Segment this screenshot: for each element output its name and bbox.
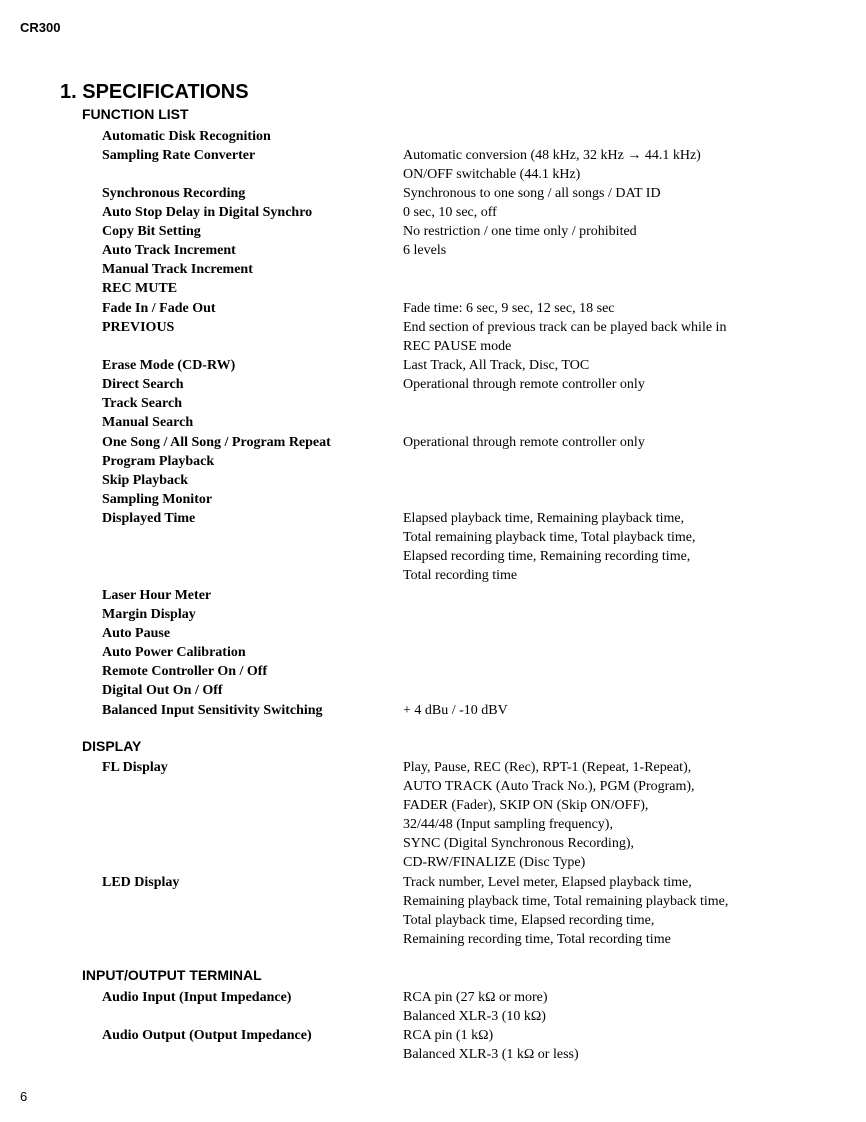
model-name: CR300 xyxy=(20,20,61,35)
spec-label: Displayed Time xyxy=(102,511,196,526)
spec-value-line: 6 levels xyxy=(403,243,447,258)
spec-value-line: Track number, Level meter, Elapsed playback time, xyxy=(403,875,692,890)
spec-label: Audio Input (Input Impedance) xyxy=(102,990,292,1005)
spec-value-line: Balanced XLR-3 (10 kΩ) xyxy=(403,1009,546,1024)
spec-label: Copy Bit Setting xyxy=(102,224,201,239)
page-number: 6 xyxy=(20,1089,28,1104)
spec-value-line: 32/44/48 (Input sampling frequency), xyxy=(403,817,613,832)
spec-value-line: Elapsed playback time, Remaining playback time, xyxy=(403,511,685,526)
spec-label: Remote Controller On / Off xyxy=(102,664,268,679)
section-heading: FUNCTION LIST xyxy=(82,106,189,122)
spec-label: Digital Out On / Off xyxy=(102,683,223,698)
spec-value-line: End section of previous track can be played back while in xyxy=(403,320,727,335)
spec-value-line: Remaining playback time, Total remaining playback time, xyxy=(403,894,729,909)
spec-value-line: Synchronous to one song / all songs / DAT ID xyxy=(403,186,661,201)
spec-value-line: AUTO TRACK (Auto Track No.), PGM (Program), xyxy=(403,779,695,794)
spec-value-line: + 4 dBu / -10 dBV xyxy=(403,703,508,718)
spec-value-line: Operational through remote controller only xyxy=(403,377,645,392)
spec-value-line: REC PAUSE mode xyxy=(403,339,512,354)
spec-value-line: Total playback time, Elapsed recording time, xyxy=(403,913,655,928)
spec-value-line: RCA pin (27 kΩ or more) xyxy=(403,990,548,1005)
spec-value-line: Last Track, All Track, Disc, TOC xyxy=(403,358,590,373)
spec-label: Auto Track Increment xyxy=(102,243,236,258)
spec-value-line: No restriction / one time only / prohibited xyxy=(403,224,637,239)
spec-value-line: CD-RW/FINALIZE (Disc Type) xyxy=(403,855,586,870)
spec-value xyxy=(403,146,823,184)
spec-label: Sampling Monitor xyxy=(102,492,213,507)
spec-value xyxy=(403,433,823,452)
spec-label: Skip Playback xyxy=(102,473,188,488)
spec-value xyxy=(403,184,823,203)
spec-label: LED Display xyxy=(102,875,180,890)
spec-label: Manual Track Increment xyxy=(102,262,253,277)
spec-value-line: SYNC (Digital Synchronous Recording), xyxy=(403,836,634,851)
spec-value xyxy=(403,988,823,1026)
spec-value-line: Total recording time xyxy=(403,568,518,583)
spec-value xyxy=(403,203,823,222)
spec-value xyxy=(403,758,823,872)
spec-value-line: ON/OFF switchable (44.1 kHz) xyxy=(403,167,581,182)
spec-value xyxy=(403,222,823,241)
spec-label: Program Playback xyxy=(102,454,215,469)
spec-label: Laser Hour Meter xyxy=(102,588,212,603)
spec-value-line: 0 sec, 10 sec, off xyxy=(403,205,497,220)
section-heading: INPUT/OUTPUT TERMINAL xyxy=(82,967,262,983)
spec-value xyxy=(403,318,823,356)
spec-value xyxy=(403,509,823,585)
spec-value-line: Automatic conversion (48 kHz, 32 kHz → 44.1 kHz) xyxy=(403,148,701,163)
page-title: 1. SPECIFICATIONS xyxy=(60,81,249,103)
spec-value xyxy=(403,241,823,260)
spec-value-line: RCA pin (1 kΩ) xyxy=(403,1028,494,1043)
spec-label: Track Search xyxy=(102,396,182,411)
spec-value xyxy=(403,1026,823,1064)
spec-value xyxy=(403,375,823,394)
spec-label: FL Display xyxy=(102,760,168,775)
spec-value-line: Operational through remote controller only xyxy=(403,435,645,450)
spec-value xyxy=(403,701,823,720)
spec-label: Balanced Input Sensitivity Switching xyxy=(102,703,323,718)
spec-value-line: Total remaining playback time, Total playback time, xyxy=(403,530,696,545)
spec-value-line: Play, Pause, REC (Rec), RPT-1 (Repeat, 1-Repeat), xyxy=(403,760,692,775)
spec-label: PREVIOUS xyxy=(102,320,175,335)
spec-label: Automatic Disk Recognition xyxy=(102,129,271,144)
spec-value-line: Fade time: 6 sec, 9 sec, 12 sec, 18 sec xyxy=(403,301,615,316)
spec-label: Erase Mode (CD-RW) xyxy=(102,358,236,373)
spec-label: Auto Stop Delay in Digital Synchro xyxy=(102,205,313,220)
spec-label: One Song / All Song / Program Repeat xyxy=(102,435,331,450)
spec-label: Auto Pause xyxy=(102,626,171,641)
spec-value-line: Elapsed recording time, Remaining recording time, xyxy=(403,549,691,564)
spec-value xyxy=(403,356,823,375)
spec-label: Sampling Rate Converter xyxy=(102,148,256,163)
spec-label: Margin Display xyxy=(102,607,196,622)
spec-value-line: Balanced XLR-3 (1 kΩ or less) xyxy=(403,1047,579,1062)
spec-value-line: Remaining recording time, Total recording time xyxy=(403,932,671,947)
spec-label: REC MUTE xyxy=(102,281,178,296)
spec-label: Auto Power Calibration xyxy=(102,645,246,660)
spec-label: Audio Output (Output Impedance) xyxy=(102,1028,312,1043)
spec-label: Synchronous Recording xyxy=(102,186,246,201)
spec-value-line: FADER (Fader), SKIP ON (Skip ON/OFF), xyxy=(403,798,649,813)
spec-value xyxy=(403,873,823,949)
spec-label: Manual Search xyxy=(102,415,194,430)
spec-value xyxy=(403,299,823,318)
section-heading: DISPLAY xyxy=(82,738,142,754)
spec-label: Direct Search xyxy=(102,377,184,392)
spec-label: Fade In / Fade Out xyxy=(102,301,216,316)
